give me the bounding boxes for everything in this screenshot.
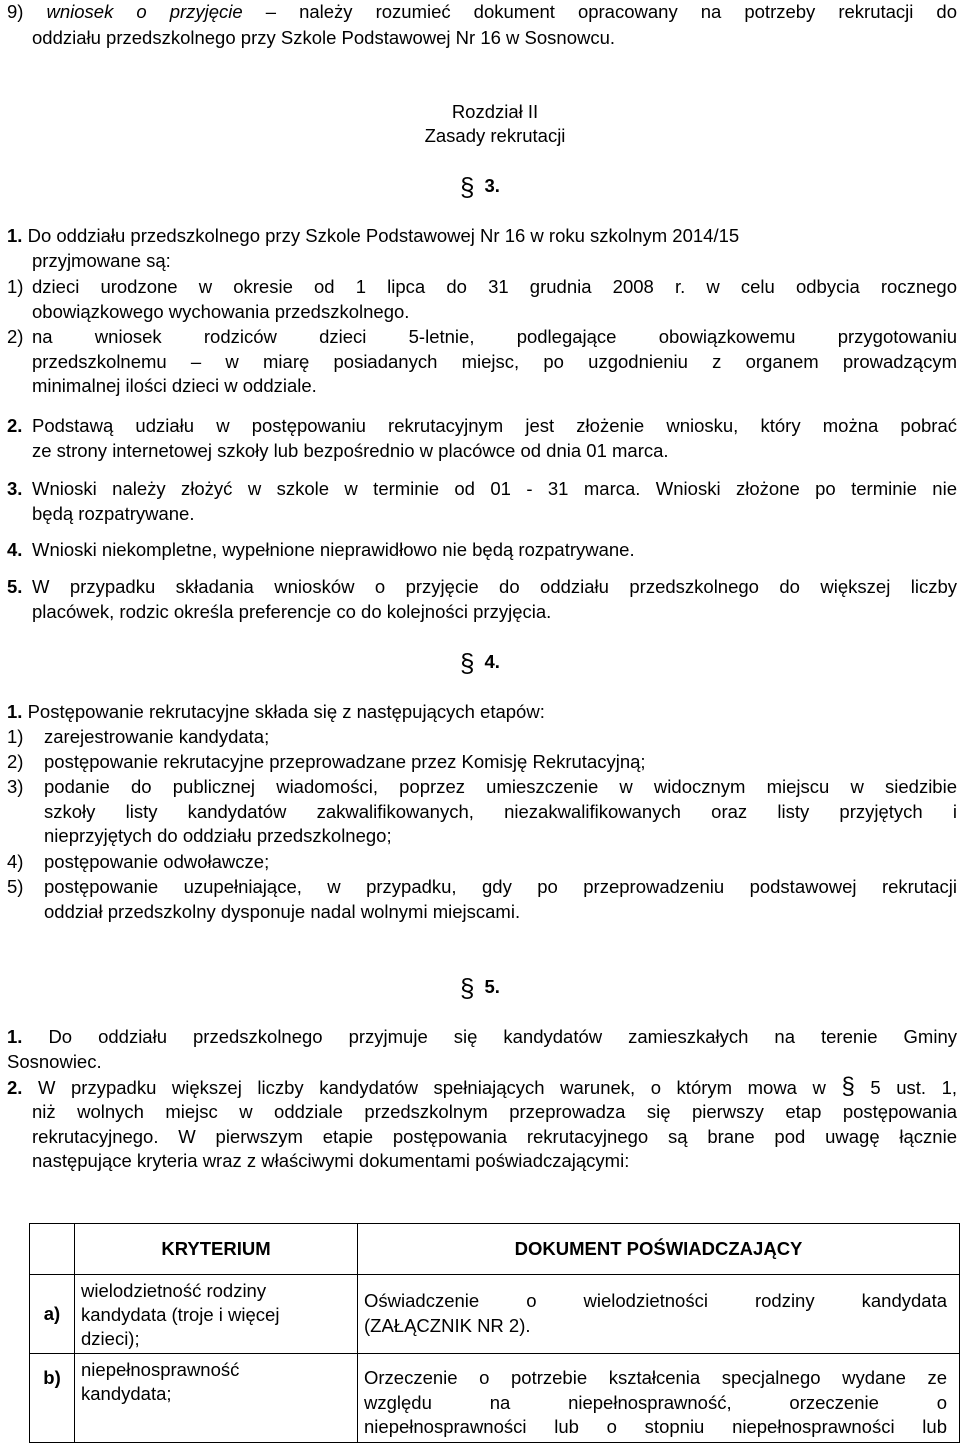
document-line: niepełnosprawności lub o stopniu niepełnosprawności lub — [364, 1416, 947, 1437]
table-header-row — [30, 1224, 960, 1275]
s3p1-sub2-line3: minimalnej ilości dzieci w oddziale. — [32, 375, 317, 396]
s5p1-text1: Do oddziału przedszkolnego przyjmuje się kandydatów zamieszkałych na terenie Gminy — [48, 1026, 957, 1047]
item9-line1 — [7, 0, 957, 25]
s3p2-number: 2. — [7, 415, 23, 436]
s4-item-4-number: 4) — [7, 851, 24, 872]
section-5-heading — [460, 973, 500, 1003]
s4-item-1-number: 1) — [7, 726, 24, 747]
s3p1-number: 1. — [7, 225, 23, 246]
chapter-title: Rozdział II — [451, 101, 539, 122]
s3p1-sub2-line1: na wniosek rodziców dzieci 5-letnie, podlegające obowiązkowemu przygotowaniu — [32, 326, 957, 347]
section-3-p5 — [7, 575, 957, 625]
s3p1-text1: Do oddziału przedszkolnego przy Szkole Podstawowej Nr 16 w roku szkolnym 2014/15 — [27, 225, 740, 246]
s3p3-text — [32, 477, 957, 526]
s4-item-1-text — [44, 725, 957, 750]
section-5-p1 — [7, 1025, 957, 1074]
section-3-p3 — [7, 477, 957, 527]
paragraph-sign-icon: § — [841, 1073, 855, 1100]
chapter-heading — [0, 100, 960, 125]
criterion-line: dzieci); — [81, 1328, 140, 1349]
section-3-heading — [460, 172, 500, 202]
s3p4-text — [32, 538, 957, 563]
item9-continuation — [32, 26, 957, 51]
s3p1-sub1-number: 1) — [7, 276, 24, 297]
s3p3-line1: Wnioski należy złożyć w szkole w terminie od 01 - 31 marca. Wnioski złożone po terminie nie — [32, 478, 957, 499]
s4p1-number: 1. — [7, 701, 23, 722]
s3p1-sub2-number: 2) — [7, 326, 24, 347]
chapter-subtitle: Zasady rekrutacji — [424, 125, 566, 146]
s4-item-3-line2: szkoły listy kandydatów zakwalifikowanych, niezakwalifikowanych oraz listy przyjętych i — [44, 800, 957, 822]
item9-term: wniosek o przyjęcie — [46, 1, 243, 22]
s4-item-3-line3: nieprzyjętych do oddziału przedszkolnego; — [44, 825, 392, 846]
s5p1-number: 1. — [7, 1026, 23, 1047]
s5p2-number: 2. — [7, 1077, 23, 1098]
criteria-table — [29, 1223, 960, 1443]
header-document: DOKUMENT POŚWIADCZAJĄCY — [358, 1224, 960, 1275]
document-line: (ZAŁĄCZNIK NR 2). — [364, 1314, 531, 1336]
s3p1-sub1-text — [32, 275, 957, 324]
criterion-line: niepełnosprawność — [81, 1359, 240, 1380]
s4-item-5-line2: oddział przedszkolny dysponuje nadal wolnymi miejscami. — [44, 900, 521, 922]
s3p5-line1: W przypadku składania wniosków o przyjęcie do oddziału przedszkolnego do większej liczby — [32, 576, 957, 597]
criterion-cell — [75, 1275, 358, 1354]
s3p2-line2: ze strony internetowej szkoły lub bezpośrednio w placówce od dnia 01 marca. — [32, 439, 669, 461]
s4-item-2-line1: postępowanie rekrutacyjne przeprowadzane przez Komisję Rekrutacyjną; — [44, 751, 646, 772]
s4-item-3-number: 3) — [7, 776, 24, 797]
s4p1-line1 — [7, 700, 957, 725]
s4-item-4-text — [44, 850, 957, 875]
s5p2-line4: następujące kryteria wraz z właściwymi dokumentami poświadczającymi: — [32, 1150, 630, 1171]
item9-rest: – należy rozumieć dokument opracowany na potrzeby rekrutacji do — [242, 1, 958, 22]
document-cell — [358, 1275, 960, 1354]
s4-item-5-number: 5) — [7, 876, 24, 897]
criterion-line: kandydata (troje i więcej — [81, 1304, 280, 1325]
s4-item-3-line1: podanie do publicznej wiadomości, poprzez umieszczenie w widocznym miejscu w siedzibie — [44, 776, 957, 797]
s3p2-text — [32, 414, 957, 463]
s5p2-cont — [32, 1100, 957, 1174]
s3p1-sub1-line1: dzieci urodzone w okresie od 1 lipca do 31 grudnia 2008 r. w celu odbycia rocznego — [32, 276, 957, 297]
s3p1-line2: przyjmowane są: — [32, 250, 171, 271]
s3p5-number: 5. — [7, 576, 23, 597]
s3p4-number: 4. — [7, 539, 23, 560]
s4-item-2 — [7, 750, 957, 775]
s3p3-line2: będą rozpatrywane. — [32, 502, 195, 524]
s3p3-number: 3. — [7, 478, 23, 499]
s3p5-text — [32, 575, 957, 624]
s3p1-sub2-line2: przedszkolnemu – w miarę posiadanych miejsc, po uzgodnieniu z organem prowadzącym — [32, 350, 957, 372]
s4-item-3-text — [44, 775, 957, 849]
s5p2-line3: rekrutacyjnego. W pierwszym etapie postępowania rekrutacyjnego są brane pod uwagę łącznie — [32, 1125, 957, 1147]
criteria-table-wrap — [29, 1223, 959, 1437]
s3p4-line1: Wnioski niekompletne, wypełnione nieprawidłowo nie będą rozpatrywane. — [32, 539, 635, 560]
section-5-number: 5. — [484, 976, 500, 997]
section-5-p2 — [7, 1075, 957, 1101]
item9-line2: oddziału przedszkolnego przy Szkole Podstawowej Nr 16 w Sosnowcu. — [32, 27, 616, 48]
section-4-number: 4. — [484, 651, 500, 672]
s3p1-cont — [32, 249, 957, 274]
s3p1-sub2 — [7, 325, 957, 400]
s3p1-line1 — [7, 224, 957, 249]
paragraph-sign-icon: § — [460, 172, 475, 202]
document-line: Orzeczenie o potrzebie kształcenia specjalnego wydane ze — [364, 1367, 947, 1388]
s4-item-4 — [7, 850, 957, 875]
s4-item-2-text — [44, 750, 957, 775]
section-4-p1 — [7, 700, 957, 725]
s3p5-line2: placówek, rodzic określa preferencje co do kolejności przyjęcia. — [32, 600, 552, 622]
chapter-subheading-wrap — [0, 124, 960, 149]
section-3-p4 — [7, 538, 957, 563]
s3p1-sub1-line2: obowiązkowego wychowania przedszkolnego. — [32, 300, 410, 322]
s4-item-5-line1: postępowanie uzupełniające, w przypadku, gdy po przeprowadzeniu podstawowej rekrutacji — [44, 876, 957, 897]
paragraph-sign-icon: § — [460, 648, 475, 678]
s5p2-line2: niż wolnych miejsc w oddziale przedszkolnym przeprowadza się pierwszy etap postępowania — [32, 1101, 957, 1122]
s4p1-text: Postępowanie rekrutacyjne składa się z następujących etapów: — [27, 701, 545, 722]
section-4-heading — [460, 648, 500, 678]
s5p1-line2: Sosnowiec. — [7, 1050, 102, 1072]
s5p2-line1 — [7, 1075, 957, 1101]
s5p2-text1b: 5 ust. 1, — [870, 1077, 958, 1098]
row-label: a) — [30, 1275, 75, 1354]
item9-number: 9) — [7, 1, 24, 22]
row-label: b) — [30, 1354, 75, 1443]
header-criterion: KRYTERIUM — [75, 1224, 358, 1275]
s4-item-4-line1: postępowanie odwoławcze; — [44, 851, 270, 872]
s4-item-1-line1: zarejestrowanie kandydata; — [44, 726, 270, 747]
s5p2-text1a: W przypadku większej liczby kandydatów spełniających warunek, o którym mowa w — [38, 1077, 826, 1098]
section-3-number: 3. — [484, 175, 500, 196]
s4-item-5-text — [44, 875, 957, 924]
s4-item-2-number: 2) — [7, 751, 24, 772]
section-3-p1 — [7, 224, 957, 249]
s3p1-sub2-text — [32, 325, 957, 399]
s3p2-line1: Podstawą udziału w postępowaniu rekrutacyjnym jest złożenie wniosku, który można pobrać — [32, 415, 957, 436]
document-line: Oświadczenie o wielodzietności rodziny kandydata — [364, 1290, 947, 1311]
header-empty-cell — [30, 1224, 75, 1275]
table-row — [30, 1275, 960, 1354]
s3p1-sub1 — [7, 275, 957, 325]
s5p1-line1 — [7, 1025, 957, 1050]
document-line: względu na niepełnosprawność, orzeczenie o — [364, 1391, 947, 1413]
definition-item-9 — [7, 0, 957, 25]
criterion-line: kandydata; — [81, 1383, 172, 1404]
s4-item-3 — [7, 775, 957, 850]
criterion-line: wielodzietność rodziny — [81, 1280, 267, 1301]
s4-item-5 — [7, 875, 957, 925]
section-3-p2 — [7, 414, 957, 464]
paragraph-sign-icon: § — [460, 973, 475, 1003]
s4-item-1 — [7, 725, 957, 750]
